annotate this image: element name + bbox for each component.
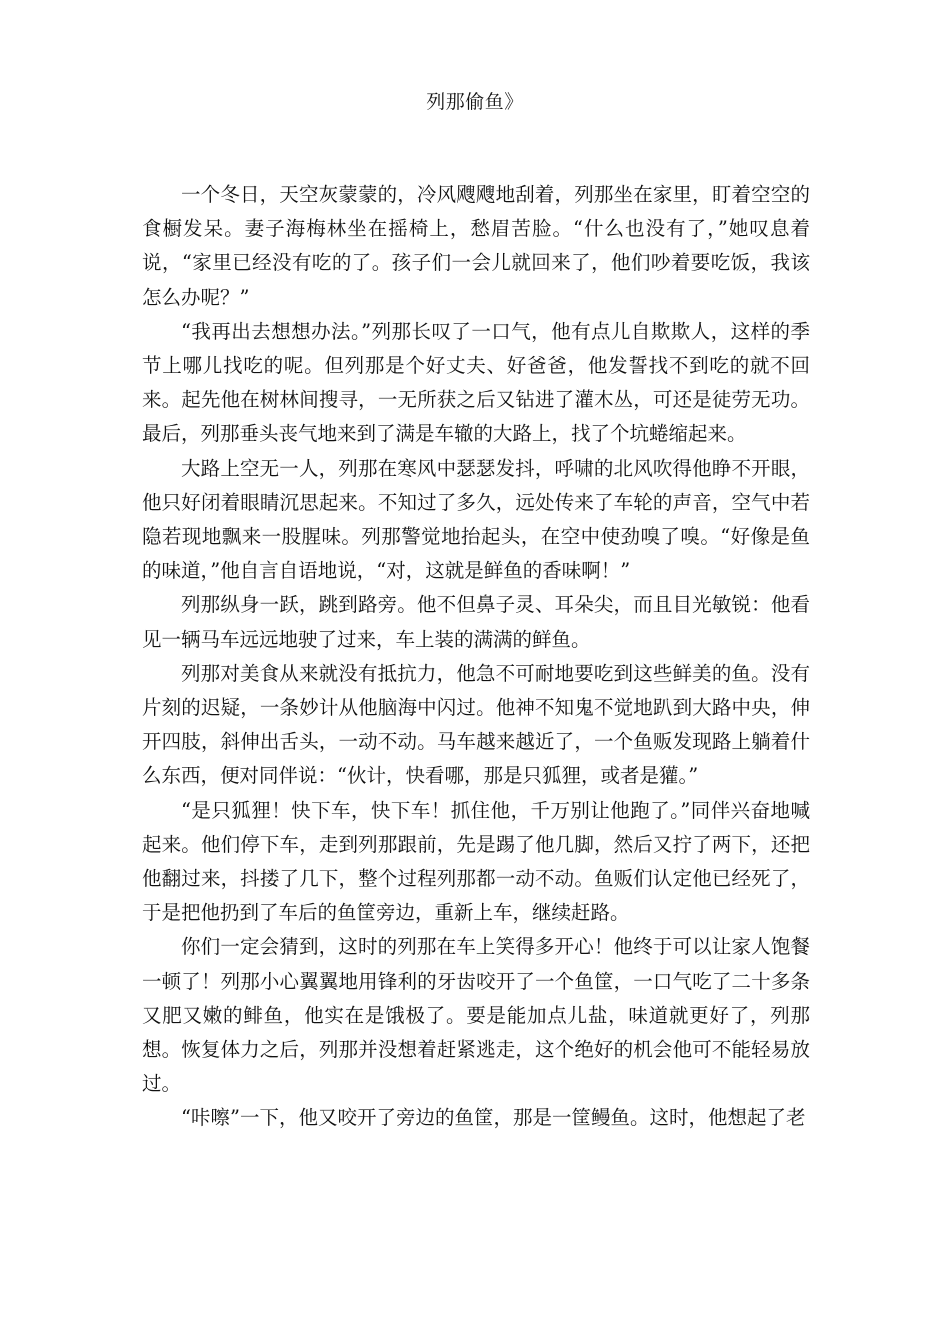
document-title: 列那偷鱼》 [426, 91, 524, 113]
paragraph: 列那纵身一跃，跳到路旁。他不但鼻子灵、耳朵尖，而且目光敏锐：他看见一辆马车远远地驶了过来，车上装的满满的鲜鱼。 [142, 593, 810, 651]
paragraph: 大路上空无一人，列那在寒风中瑟瑟发抖，呼啸的北风吹得他睁不开眼，他只好闭着眼睛沉思起来。不知过了多久，远处传来了车轮的声音，空气中若隐若现地飘来一股腥味。列那警觉地抬起头，在空中使劲嗅了嗅。“好像是鱼的味道，”他自言自语地说，“对，这就是鲜鱼的香味啊！” [142, 456, 810, 583]
document-body [142, 178, 810, 1136]
paragraph: “是只狐狸！快下车，快下车！抓住他，千万别让他跑了。”同伴兴奋地喊起来。他们停下车，走到列那跟前，先是踢了他几脚，然后又拧了两下，还把他翻过来，抖搂了几下，整个过程列那都一动不动。鱼贩们认定他已经死了，于是把他扔到了车后的鱼筐旁边，重新上车，继续赶路。 [142, 798, 810, 925]
paragraph: “咔嚓”一下，他又咬开了旁边的鱼筐，那是一筐鳗鱼。这时，他想起了老 [181, 1106, 806, 1130]
paragraph: “我再出去想想办法。”列那长叹了一口气，他有点儿自欺欺人，这样的季节上哪儿找吃的呢。但列那是个好丈夫、好爸爸，他发誓找不到吃的就不回来。起先他在树林间搜寻，一无所获之后又钻进了灌木丛，可还是徒劳无功。最后，列那垂头丧气地来到了满是车辙的大路上，找了个坑蜷缩起来。 [142, 319, 810, 446]
paragraph: 一个冬日，天空灰蒙蒙的，冷风飕飕地刮着，列那坐在家里，盯着空空的食橱发呆。妻子海梅林坐在摇椅上，愁眉苦脸。“什么也没有了，”她叹息着说，“家里已经没有吃的了。孩子们一会儿就回来了，他们吵着要吃饭，我该怎么办呢？” [142, 183, 810, 309]
paragraph: 你们一定会猜到，这时的列那在车上笑得多开心！他终于可以让家人饱餐一顿了！列那小心翼翼地用锋利的牙齿咬开了一个鱼筐，一口气吃了二十多条又肥又嫩的鲱鱼，他实在是饿极了。要是能加点儿盐，味道就更好了，列那想。恢复体力之后，列那并没想着赶紧逃走，这个绝好的机会他可不能轻易放过。 [142, 935, 810, 1096]
paragraph: 列那对美食从来就没有抵抗力，他急不可耐地要吃到这些鲜美的鱼。没有片刻的迟疑，一条妙计从他脑海中闪过。他神不知鬼不觉地趴到大路中央，伸开四肢，斜伸出舌头，一动不动。马车越来越近了，一个鱼贩发现路上躺着什么东西，便对同伴说：“伙计，快看哪，那是只狐狸，或者是獾。” [142, 661, 810, 788]
